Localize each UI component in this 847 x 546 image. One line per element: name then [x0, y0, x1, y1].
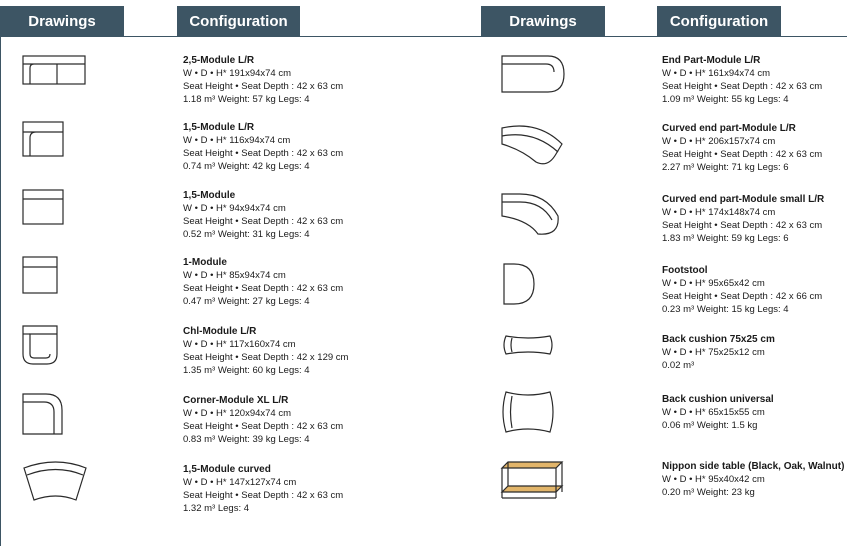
item-seat: Seat Height • Seat Depth : 42 x 63 cm: [183, 216, 344, 227]
item-title: End Part-Module L/R: [662, 55, 761, 66]
item-specs: 0.20 m³ Weight: 23 kg: [662, 487, 755, 498]
item-seat: Seat Height • Seat Depth : 42 x 63 cm: [183, 421, 344, 432]
item-specs: 2.27 m³ Weight: 71 kg Legs: 6: [662, 162, 789, 173]
item-title: 1,5-Module L/R: [183, 122, 255, 133]
item-dimensions: W • D • H* 85x94x74 cm: [183, 270, 286, 281]
item-specs: 0.52 m³ Weight: 31 kg Legs: 4: [183, 229, 310, 240]
item-dimensions: W • D • H* 120x94x74 cm: [183, 408, 292, 419]
item-seat: Seat Height • Seat Depth : 42 x 66 cm: [662, 291, 823, 302]
chaise-module-icon: [20, 320, 90, 364]
item-title: Back cushion universal: [662, 394, 774, 405]
item-seat: Seat Height • Seat Depth : 42 x 63 cm: [662, 220, 823, 231]
curved-module-icon: [20, 460, 90, 504]
item-dimensions: W • D • H* 94x94x74 cm: [183, 203, 286, 214]
item-dimensions: W • D • H* 161x94x74 cm: [662, 68, 771, 79]
item-title: Footstool: [662, 265, 708, 276]
config-item-left-5: [183, 325, 363, 377]
back-cushion-icon: [498, 330, 568, 374]
sofa-module-1-icon: [20, 253, 90, 297]
config-item-right-4: [662, 264, 842, 316]
end-part-module-icon: [498, 52, 568, 96]
universal-cushion-icon: [498, 388, 568, 432]
item-title: 2,5-Module L/R: [183, 55, 255, 66]
config-item-right-7: [662, 460, 847, 499]
sofa-module-1-5-lr-icon: [20, 118, 90, 162]
config-item-right-1: [662, 54, 842, 106]
drawings-header-right: Drawings: [481, 6, 605, 36]
configuration-header-right: Configuration: [657, 6, 781, 36]
item-seat: Seat Height • Seat Depth : 42 x 63 cm: [183, 148, 344, 159]
config-item-right-2: [662, 122, 842, 174]
item-title: 1-Module: [183, 257, 227, 268]
curved-end-part-small-icon: [498, 190, 568, 234]
item-specs: 0.23 m³ Weight: 15 kg Legs: 4: [662, 304, 789, 315]
side-table-icon: [498, 458, 568, 502]
config-item-left-2: [183, 121, 363, 173]
item-title: Back cushion 75x25 cm: [662, 334, 775, 345]
item-title: Chl-Module L/R: [183, 326, 257, 337]
item-dimensions: W • D • H* 116x94x74 cm: [183, 135, 291, 146]
curved-end-part-icon: [498, 122, 568, 166]
item-seat: Seat Height • Seat Depth : 42 x 63 cm: [183, 283, 344, 294]
footstool-icon: [498, 262, 568, 306]
item-seat: Seat Height • Seat Depth : 42 x 63 cm: [183, 81, 344, 92]
item-title: Corner-Module XL L/R: [183, 395, 289, 406]
config-item-left-1: [183, 54, 363, 106]
item-dimensions: W • D • H* 206x157x74 cm: [662, 136, 776, 147]
item-dimensions: W • D • H* 95x65x42 cm: [662, 278, 765, 289]
configuration-header-left: Configuration: [177, 6, 300, 36]
item-specs: 1.35 m³ Weight: 60 kg Legs: 4: [183, 365, 310, 376]
item-dimensions: W • D • H* 147x127x74 cm: [183, 477, 297, 488]
item-specs: 0.06 m³ Weight: 1.5 kg: [662, 420, 758, 431]
config-item-right-6: [662, 393, 842, 432]
item-dimensions: W • D • H* 191x94x74 cm: [183, 68, 292, 79]
item-dimensions: W • D • H* 75x25x12 cm: [662, 347, 765, 358]
config-item-right-3: [662, 193, 842, 245]
item-title: 1,5-Module curved: [183, 464, 271, 475]
item-seat: Seat Height • Seat Depth : 42 x 63 cm: [662, 149, 823, 160]
item-specs: 1.18 m³ Weight: 57 kg Legs: 4: [183, 94, 310, 105]
item-title: Curved end part-Module L/R: [662, 123, 796, 134]
item-title: Curved end part-Module small L/R: [662, 194, 825, 205]
sofa-module-1-5-icon: [20, 186, 90, 230]
header-rule: [0, 36, 847, 37]
item-dimensions: W • D • H* 117x160x74 cm: [183, 339, 296, 350]
item-seat: Seat Height • Seat Depth : 42 x 63 cm: [662, 81, 823, 92]
config-item-left-3: [183, 189, 363, 241]
item-dimensions: W • D • H* 95x40x42 cm: [662, 474, 765, 485]
config-item-left-6: [183, 394, 363, 446]
left-border: [0, 36, 1, 546]
item-specs: 0.74 m³ Weight: 42 kg Legs: 4: [183, 161, 310, 172]
item-title: Nippon side table (Black, Oak, Walnut): [662, 461, 845, 472]
drawings-header-left: Drawings: [0, 6, 124, 36]
item-title: 1,5-Module: [183, 190, 236, 201]
item-specs: 1.32 m³ Legs: 4: [183, 503, 250, 514]
item-specs: 0.02 m³: [662, 360, 695, 371]
item-dimensions: W • D • H* 174x148x74 cm: [662, 207, 776, 218]
item-seat: Seat Height • Seat Depth : 42 x 63 cm: [183, 490, 344, 501]
item-specs: 1.09 m³ Weight: 55 kg Legs: 4: [662, 94, 789, 105]
config-item-left-4: [183, 256, 363, 308]
item-specs: 0.83 m³ Weight: 39 kg Legs: 4: [183, 434, 310, 445]
corner-module-icon: [20, 390, 90, 434]
config-item-right-5: [662, 333, 842, 372]
item-specs: 1.83 m³ Weight: 59 kg Legs: 6: [662, 233, 789, 244]
sofa-module-2-5-icon: [20, 52, 90, 96]
item-dimensions: W • D • H* 65x15x55 cm: [662, 407, 765, 418]
item-specs: 0.47 m³ Weight: 27 kg Legs: 4: [183, 296, 310, 307]
item-seat: Seat Height • Seat Depth : 42 x 129 cm: [183, 352, 349, 363]
config-item-left-7: [183, 463, 363, 515]
